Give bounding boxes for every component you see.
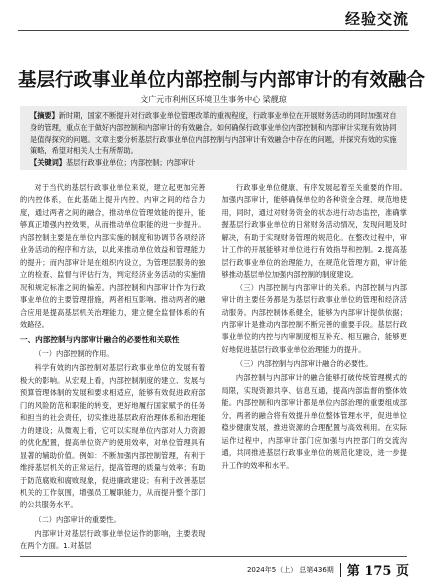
abstract bbox=[30, 110, 397, 157]
footer bbox=[247, 560, 409, 579]
keywords-label: 【关键词】 bbox=[30, 158, 66, 168]
issue-info: 2024年5（上） 总第436期 bbox=[246, 565, 334, 574]
paragraph: 内部控制与内部审计的融合能够打破传统管理模式的局限，实现资源共享、信息互通，提高内部监督的整体效能。内部控制和内部审计都是单位内部治理的重要组成部分，两者的融合将有效提升单位整体管理水平，促进单位稳步健康发展，推进资源的合理配置与高效利用。在实际运作过程中，内部审计部门应加强与内控部门的交流沟通，共同推进基层行政事业单位的规范化建设，进一步提升工作的效率和水平。 bbox=[221, 373, 407, 470]
keywords-text: 基层行政事业单位；内部控制；内部审计 bbox=[65, 158, 196, 168]
paragraph: 科学有效的内部控制对基层行政事业单位的发展有着极大的影响。从宏观上看，内部控制制度的建立、发展与预算管理体制的发展和要求相适应，能够有效促进政府部门的风险防范和职能的转变，更好地履行国家赋予的任务和担当的社会责任，切实推进基层政府治理体系和治理能力的建设；从微观上看，它可以实现单位内部对人力资源的优化配置，提高单位资产的使用效率，对单位管理具有显著的辅助价值。例如：不断加强内部控制管理，有利于维持基层机关的正常运行，提高管理的质量与效率；有助于防范腐败和腐败现象，促进廉政建设；有利于改善基层机关的工作氛围，增强员工履职能力，从而提升整个部门的公共服务水平。 bbox=[20, 363, 206, 510]
paragraph: 对于当代的基层行政事业单位来说，建立起更加完善的内控体系，在此基础上提升内控、内审之间的结合力度，通过两者之间的融合，推动单位管理效能的提升，能够真正增强内控效果，从而推动单位职能的进一步提升。内部控制主要是在单位内部实施的制度和协调节各项经济业务活动的程序和方法，以此来推动单位效益和管理能力的提升；而内部审计是在组织内设立，为管理层服务的独立的检查、监督与评估行为，判定经济业务活动的实施情况和规定标准之间的偏差。内部控制和内部审计作为行政事业单位的主要管理措施，两者相互影响。推动两者的融合应用是提高基层机关治理能力，建立健全监督体系的有效路径。 bbox=[20, 183, 206, 329]
subsection-heading: （三）内部控制与内部审计融合的必要性。 bbox=[235, 359, 373, 369]
header-rule bbox=[18, 30, 409, 31]
paragraph: 行政事业单位健康、有序发展起着至关重要的作用。加强内部审计，能够确保单位的各种资金合理、规范地使用，同时，通过对财务资金的状态进行动态监控，准确掌握基层行政事业单位的日常财务活动情况，发现问题及时解决，有助于实现财务管理的规范化。在整改过程中，审计工作的开展能够对单位进行有效指导和控制。2.提高基层行政事业单位的治理能力，在规范化管理方面，审计能够推动基层单位加强内部控制的制度建设。 bbox=[221, 183, 407, 280]
abstract-box bbox=[20, 106, 407, 170]
article-author: 文广元市利州区环境卫生事务中心 梁靓琼 bbox=[140, 95, 287, 104]
section-tag: 经验交流 bbox=[344, 10, 409, 28]
section-heading: 一、内部控制与内部审计融合的必要性和关联性 bbox=[20, 335, 180, 345]
subsection-heading: （二）内部审计的重要性。 bbox=[34, 514, 121, 524]
left-column bbox=[20, 182, 206, 553]
abstract-text: 新时期，国家不断提升对行政事业单位管理改革的重视程度，行政事业单位在开展财务活动的同时加强对自身的管理，重点在于做好内部控制和内部审计的有效融合。如何确保行政事业单位内部控制和内部审计实现有效协同是值得探究的问题。文章主要分析基层行政事业单位内部控制与内部审计有效融合中存在的问题，并探究有效的实施策略，希望对相关人士有所帮助。 bbox=[30, 111, 397, 156]
abstract-label: 【摘要】 bbox=[30, 111, 59, 120]
footer-rule bbox=[20, 556, 407, 557]
paragraph: 内部审计对基层行政事业单位运作的影响，主要表现在两个方面。1.对基层 bbox=[20, 528, 206, 551]
article-title: 基层行政事业单位内部控制与内部审计的有效融合 bbox=[18, 70, 426, 91]
article-body bbox=[20, 182, 407, 553]
paragraph: （三）内部控制与内部审计的关系。内部控制与内部审计的主要任务都是为基层行政事业单位的管理和经济活动服务。内部控制体系健全，能够为内部审计提供依据；内部审计是推动内部控制不断完善的重要手段。基层行政事业单位的内控与内审制度相互补充、相互融合，能够更好地促进基层行政事业单位治理能力的提升。 bbox=[221, 282, 407, 354]
keywords bbox=[30, 157, 397, 169]
footer-separator bbox=[340, 563, 341, 577]
page-number: 第 175 页 bbox=[346, 564, 409, 579]
subsection-heading: （一）内部控制的作用。 bbox=[34, 349, 114, 359]
right-column bbox=[222, 182, 408, 553]
